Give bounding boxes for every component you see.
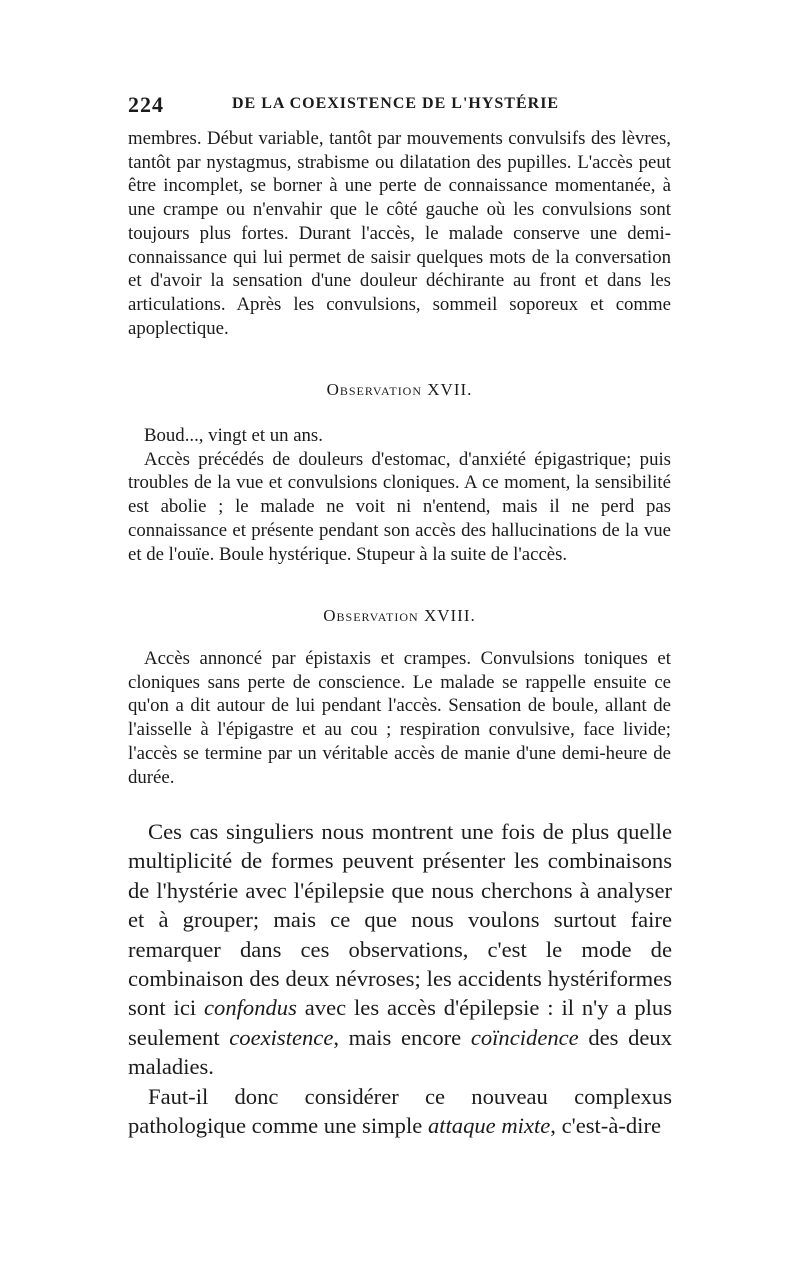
observation-17-text: Accès précédés de douleurs d'estomac, d'anxiété épigastrique; puis troubles de la vue et convulsions cloniques. A ce moment, la sensibilité est abolie ; le malade ne voit ni n'entend, mais il ne perd pas connaissance et présente pendant son accès des hallucinations de la vue et de l'ouïe. Boule hystérique. Stupeur à la suite de l'accès.: [128, 448, 671, 565]
commentary-text-e: Faut-il donc considérer ce nouveau complexus pathologique comme une simple: [128, 1083, 672, 1139]
commentary-text-a: Ces cas singuliers nous montrent une fois de plus quelle multiplicité de formes peuvent présenter les combinaisons de l'hystérie avec l'épilepsie que nous cherchons à analyser et à grouper; mais ce que nous voulons surtout faire remarquer dans ces observations, c'est le mode de combinaison des deux névroses; les accidents hystériformes sont ici: [128, 819, 672, 1021]
commentary-text-d: des deux maladies.: [128, 1024, 673, 1080]
commentary-text-f: , c'est-à-dire: [550, 1113, 661, 1139]
page-header: [128, 92, 676, 116]
observation-18-body: [128, 647, 671, 789]
observation-18-text: Accès annoncé par épistaxis et crampes. Convulsions toniques et cloniques sans perte de conscience. Le malade se rappelle ensuite ce qu'on a dit autour de lui pendant l'accès. Sensation de boule, allant de l'aisselle à l'épigastre et au cou ; respiration convulsive, face livide; l'accès se termine par un véritable accès de manie d'une demi-heure de durée.: [128, 648, 671, 788]
page-number: 224: [128, 92, 164, 117]
observation-17-title: Observation XVII.: [326, 380, 473, 399]
commentary-paragraph-1: [128, 817, 672, 1082]
commentary-text-c: , mais encore: [333, 1024, 471, 1050]
commentary: [128, 817, 672, 1140]
intro-text: membres. Début variable, tantôt par mouvements convulsifs des lèvres, tantôt par nystagmus, strabisme ou dilatation des pupilles. L'accès peut être incomplet, se borner à une perte de connaissance momentanée, à une crampe ou n'envahir que le côté gauche où les convulsions sont toujours plus fortes. Durant l'accès, le malade conserve une demi-connaissance qui lui permet de saisir quelques mots de la conversation et d'avoir la sensation d'une douleur déchirante au front et dans les articulations. Après les convulsions, sommeil soporeux et comme apoplectique.: [128, 128, 671, 339]
observation-17-body: [128, 424, 671, 566]
observation-17-patient: Boud..., vingt et un ans.: [144, 425, 323, 446]
commentary-text-b: avec les accès d'épilepsie : il n'y a plus seulement: [128, 995, 672, 1050]
emphasis-coincidence: coïncidence: [470, 1024, 579, 1050]
emphasis-confondus: confondus: [204, 995, 297, 1021]
emphasis-coexistence: coexistence: [229, 1024, 334, 1050]
intro-paragraph: [128, 127, 671, 340]
observation-18-title: Observation XVIII.: [323, 606, 476, 625]
emphasis-attaque-mixte: attaque mixte: [427, 1113, 551, 1139]
running-title: DE LA COEXISTENCE DE L'HYSTÉRIE: [232, 95, 560, 112]
commentary-paragraph-2: [128, 1082, 672, 1141]
